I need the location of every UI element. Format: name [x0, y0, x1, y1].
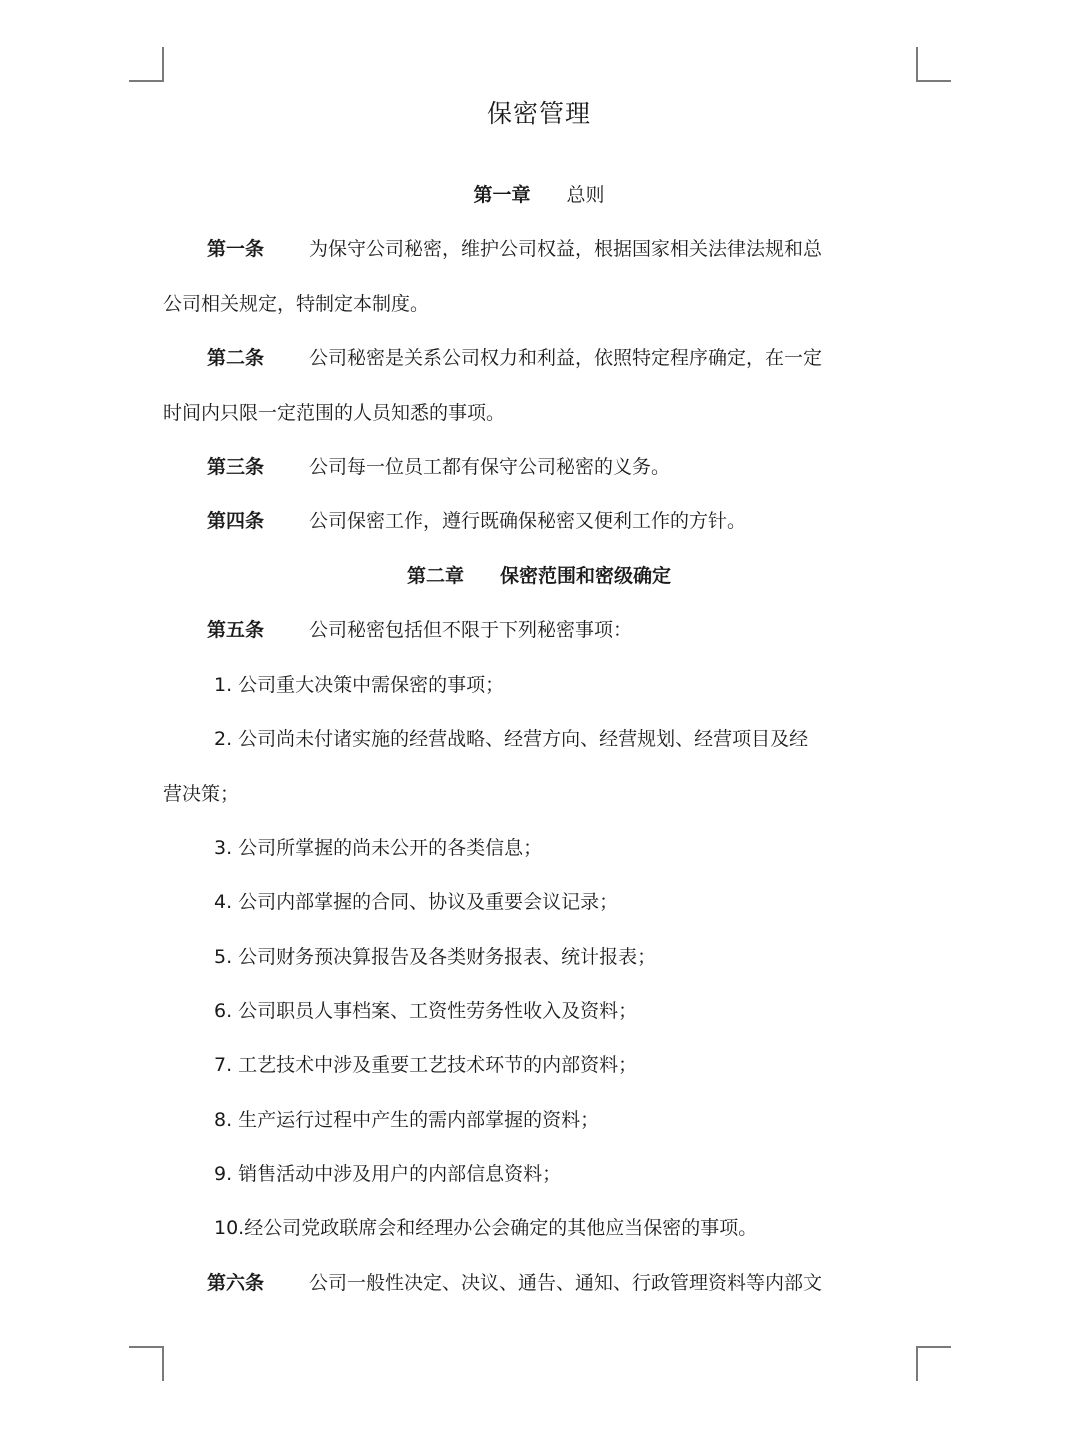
article-paragraph — [163, 454, 967, 480]
list-item: 6. 公司职员人事档案、工资性劳务性收入及资料； — [214, 1000, 638, 1022]
list-item: 3. 公司所掌握的尚未公开的各类信息； — [214, 837, 543, 859]
article-paragraph — [163, 508, 967, 534]
article-paragraph — [163, 236, 967, 262]
list-item: 1. 公司重大决策中需保密的事项； — [214, 674, 505, 696]
article-text: 公司保密工作，遵行既确保秘密又便利工作的方针。 — [309, 510, 747, 532]
article-text: 公司每一位员工都有保守公司秘密的义务。 — [309, 456, 671, 478]
list-item: 7. 工艺技术中涉及重要工艺技术环节的内部资料； — [214, 1054, 638, 1076]
article-text: 公司一般性决定、决议、通告、通知、行政管理资料等内部文 — [309, 1272, 823, 1294]
article-paragraph — [163, 345, 967, 371]
article-continuation: 时间内只限一定范围的人员知悉的事项。 — [163, 402, 506, 424]
article-text: 为保守公司秘密，维护公司权益，根据国家相关法律法规和总 — [309, 238, 823, 260]
chapter-heading — [0, 563, 1078, 589]
crop-mark-top-left — [129, 47, 164, 82]
article-text: 公司秘密是关系公司权力和利益，依照特定程序确定，在一定 — [309, 347, 823, 369]
article-label: 第六条 — [207, 1272, 265, 1294]
chapter-number: 第一章 — [473, 184, 531, 206]
chapter-name: 总则 — [566, 184, 605, 206]
list-item: 5. 公司财务预决算报告及各类财务报表、统计报表； — [214, 946, 657, 968]
list-item: 2. 公司尚未付诸实施的经营战略、经营方向、经营规划、经营项目及经 — [214, 728, 809, 750]
article-label: 第四条 — [207, 510, 265, 532]
list-item: 4. 公司内部掌握的合同、协议及重要会议记录； — [214, 891, 619, 913]
crop-mark-bottom-left — [129, 1346, 164, 1381]
list-item: 8. 生产运行过程中产生的需内部掌握的资料； — [214, 1109, 600, 1131]
article-paragraph — [163, 617, 967, 643]
article-label: 第一条 — [207, 238, 265, 260]
article-label: 第二条 — [207, 347, 265, 369]
list-item-continuation: 营决策； — [163, 783, 240, 805]
article-text: 公司秘密包括但不限于下列秘密事项： — [309, 619, 633, 641]
crop-mark-top-right — [916, 47, 951, 82]
article-label: 第五条 — [207, 619, 265, 641]
chapter-number: 第二章 — [406, 565, 464, 587]
article-paragraph — [163, 1270, 967, 1296]
list-item: 10.经公司党政联席会和经理办公会确定的其他应当保密的事项。 — [214, 1217, 758, 1239]
article-continuation: 公司相关规定，特制定本制度。 — [163, 293, 430, 315]
article-label: 第三条 — [207, 456, 265, 478]
document-title: 保密管理 — [486, 99, 591, 128]
chapter-name: 保密范围和密级确定 — [500, 565, 672, 587]
chapter-heading — [0, 182, 1078, 208]
crop-mark-bottom-right — [916, 1346, 951, 1381]
list-item: 9. 销售活动中涉及用户的内部信息资料； — [214, 1163, 562, 1185]
